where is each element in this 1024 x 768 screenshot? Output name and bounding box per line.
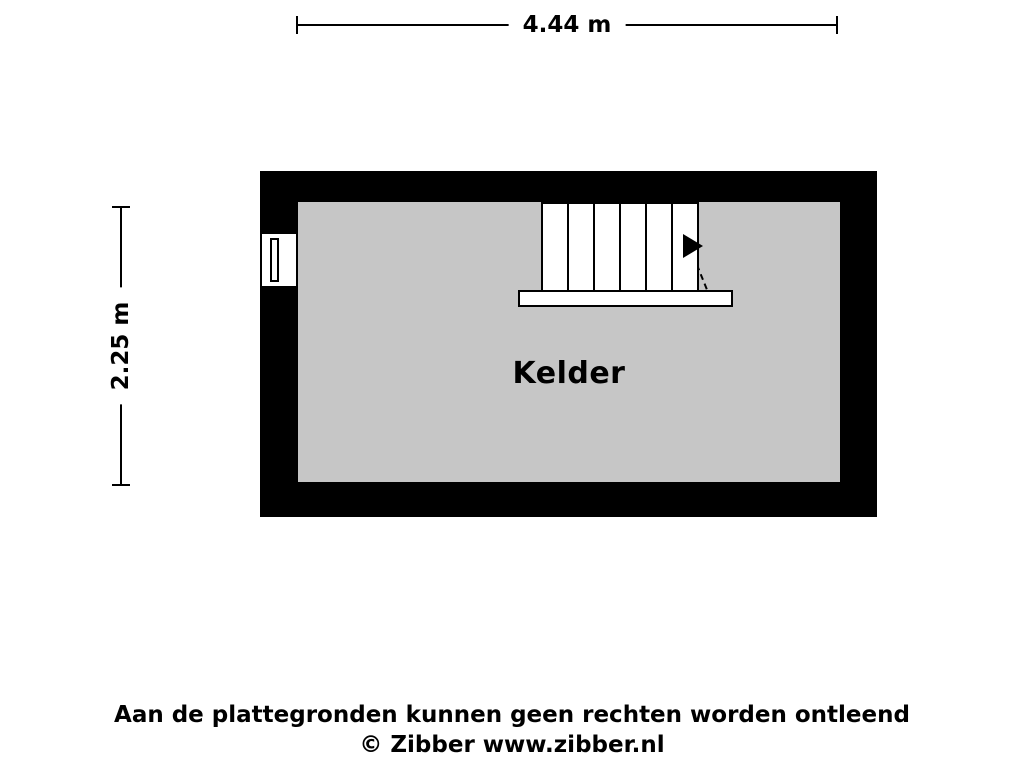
stair-step xyxy=(619,204,621,294)
stair-step xyxy=(567,204,569,294)
dimension-width-cap-right xyxy=(836,16,838,34)
footer-disclaimer: Aan de plattegronden kunnen geen rechten worden ontleend xyxy=(114,702,910,728)
staircase xyxy=(541,202,733,292)
footer xyxy=(0,700,1024,760)
dimension-height-label: 2.25 m xyxy=(108,288,134,405)
window-pane xyxy=(270,238,279,282)
dimension-width-cap-left xyxy=(296,16,298,34)
stair-step xyxy=(645,204,647,294)
stair-step xyxy=(593,204,595,294)
dimension-height xyxy=(108,206,134,486)
floorplan-room xyxy=(260,171,877,517)
footer-copyright: © Zibber www.zibber.nl xyxy=(359,732,665,758)
dimension-height-cap-top xyxy=(112,206,130,208)
window-icon xyxy=(262,232,296,288)
dimension-height-cap-bottom xyxy=(112,484,130,486)
stair-step xyxy=(671,204,673,294)
dimension-width-label: 4.44 m xyxy=(509,12,626,38)
arrow-right-icon xyxy=(683,234,703,258)
dimension-width xyxy=(296,12,838,38)
staircase-landing xyxy=(518,290,733,307)
staircase-body xyxy=(541,202,699,292)
room-label: Kelder xyxy=(512,356,626,391)
